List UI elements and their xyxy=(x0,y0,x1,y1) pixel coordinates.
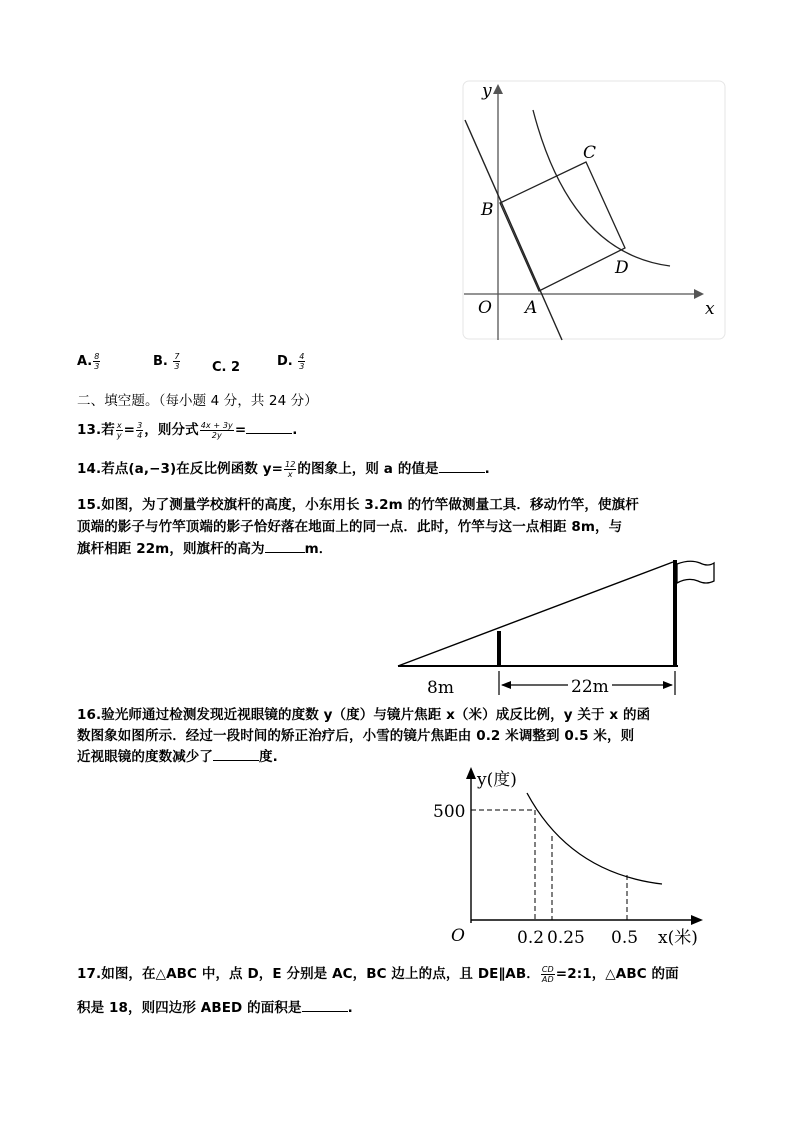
option-c: C. 2 xyxy=(212,360,241,375)
question-16-line-2: 数图象如图所示．经过一段时间的矫正治疗后，小雪的镜片焦距由 0.2 米调整到 0.5 米，则 xyxy=(77,728,635,744)
question-15-line-3: 旗杆相距 22m，则旗杆的高为 m． xyxy=(77,541,333,557)
fig3-tick-025: 0.25 xyxy=(547,928,585,948)
fig1-label-a: A xyxy=(525,298,538,318)
option-b-fraction: $\frac{7}{3}$ xyxy=(174,352,180,371)
question-15-line-1: 15.如图，为了测量学校旗杆的高度，小东用长 3.2m 的竹竿做测量工具．移动竹竿，使旗杆 xyxy=(77,497,639,513)
q15-answer-blank[interactable] xyxy=(265,540,305,553)
q13-fraction-xy: $\frac{x}{y}$ xyxy=(116,420,122,440)
figure-square-hyperbola xyxy=(460,78,730,343)
q13-fraction-expr: $\frac{4x + 3y}{2y}$ xyxy=(200,420,233,440)
question-14: 14.若点(a,−3)在反比例函数 y= $\frac{12}{x}$ 的图象上，则 a 的值是 . xyxy=(77,459,490,479)
fig1-label-o: O xyxy=(478,298,492,318)
fig1-label-y: y xyxy=(482,81,492,101)
option-d: D. $\frac{4}{3}$ xyxy=(277,352,305,371)
question-17-line-2: 积是 18，则四边形 ABED 的面积是 . xyxy=(77,1000,353,1016)
q13-fraction-34: $\frac{3}{4}$ xyxy=(137,420,143,440)
option-d-fraction: $\frac{4}{3}$ xyxy=(299,352,305,371)
figure-inverse-graph xyxy=(425,763,715,953)
q14-answer-blank[interactable] xyxy=(439,460,485,473)
q13-answer-blank[interactable] xyxy=(246,421,292,434)
fig2-label-22m: 22m xyxy=(571,677,609,697)
question-13: 13.若 $\frac{x}{y}$ = $\frac{3}{4}$ ，则分式 $\frac{4x + 3y}{2y}$ = . xyxy=(77,420,298,440)
option-b: B. $\frac{7}{3}$ xyxy=(153,352,180,371)
section-2-title: 二、填空题。（每小题 4 分，共 24 分） xyxy=(77,393,318,409)
question-15-line-2: 顶端的影子与竹竿顶端的影子恰好落在地面上的同一点．此时，竹竿与这一点相距 8m，与 xyxy=(77,519,623,535)
fig2-label-8m: 8m xyxy=(427,678,454,698)
q14-fraction: $\frac{12}{x}$ xyxy=(285,459,296,479)
shadow-ray xyxy=(398,562,673,666)
question-16-line-3: 近视眼镜的度数减少了 度. xyxy=(77,749,278,765)
fig3-tick-05: 0.5 xyxy=(611,928,639,948)
option-a-fraction: $\frac{8}{3}$ xyxy=(94,352,100,371)
fig3-tick-02: 0.2 xyxy=(517,928,545,948)
fig1-label-c: C xyxy=(583,143,597,163)
fig3-xlabel: x(米) xyxy=(658,928,698,948)
fig3-ylabel: y(度) xyxy=(477,770,517,790)
fig3-y500: 500 xyxy=(433,802,466,822)
fig1-label-d: D xyxy=(615,258,629,278)
fig3-origin: O xyxy=(451,926,465,946)
fig1-label-x: x xyxy=(705,299,715,319)
q16-answer-blank[interactable] xyxy=(213,748,259,761)
flag-icon xyxy=(677,561,714,583)
fig3-curve xyxy=(527,793,662,884)
question-16-line-1: 16.验光师通过检测发现近视眼镜的度数 y（度）与镜片焦距 x（米）成反比例，y 关于 x 的函 xyxy=(77,707,651,723)
q17-fraction: $\frac{CD}{AD}$ xyxy=(541,964,554,984)
option-a: A. $\frac{8}{3}$ xyxy=(77,352,100,371)
q17-answer-blank[interactable] xyxy=(302,999,348,1012)
figure-flagpole xyxy=(390,555,720,700)
question-17-line-1: 17.如图，在△ABC 中，点 D，E 分别是 AC，BC 边上的点，且 DE∥AB． $\frac{CD}{AD}$ =2:1，△ABC 的面 xyxy=(77,964,679,984)
fig1-label-b: B xyxy=(481,200,494,220)
